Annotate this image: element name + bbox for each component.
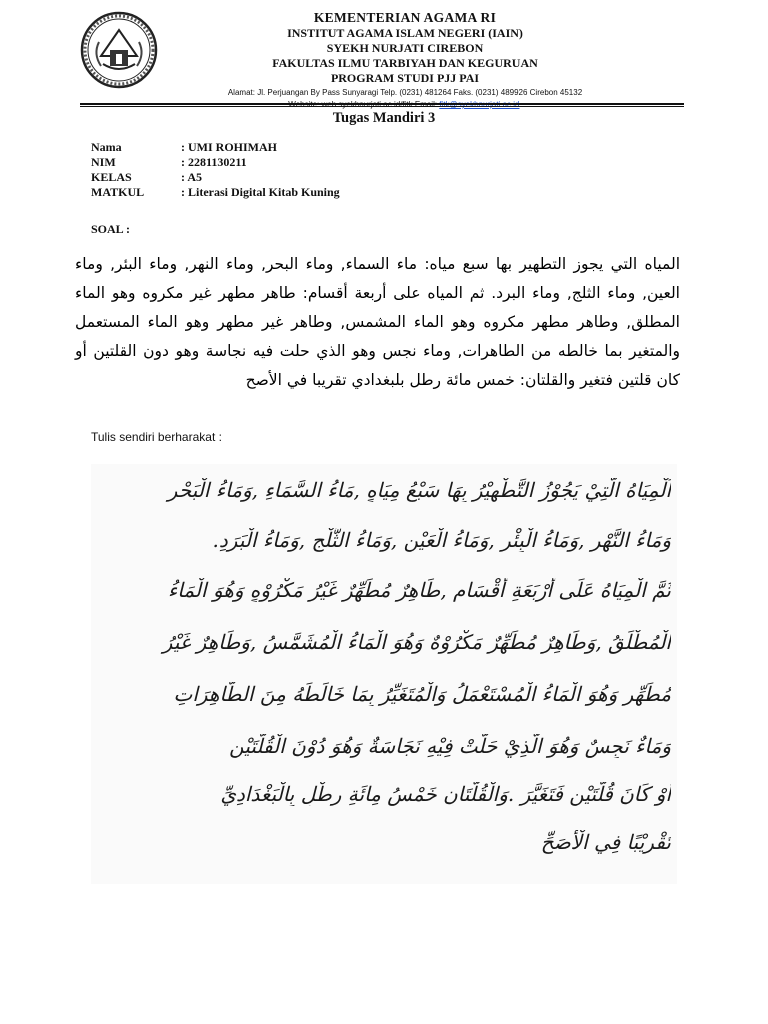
info-value: : A5 (181, 170, 202, 184)
handwriting-line: ثُمَّ الْمِيَاهُ عَلَى أَرْبَعَةِ أَقْسَامٍ ,طَاهِرٌ مُطَهِّرٌ غَيْرُ مَكْرُوْهٍ وَهُوَ الْمَاءُ (167, 578, 671, 602)
info-label: NIM (91, 155, 116, 169)
handwriting-line: أَوْ كَانَ قُلَّتَيْنِ فَتَغَيَّرَ .وَالْقُلَّتَانِ خَمْسُ مِائَةِ رِطْلٍ بِالْبَغْدَادِيِّ (220, 782, 671, 806)
document-title: Tugas Mandiri 3 (332, 110, 436, 126)
student-info (91, 140, 340, 200)
iain-seal-logo (79, 10, 159, 90)
ministry-name: KEMENTERIAN AGAMA RI (313, 10, 497, 25)
info-row-nim (91, 155, 340, 170)
info-row-matkul (91, 185, 340, 200)
handwriting-line: وَمَاءٌ نَجِسٌ وَهُوَ الَّذِيْ حَلَّتْ فِيْهِ نَجَاسَةٌ وَهُوَ دُوْنَ الْقُلَّتَيْنِ (229, 734, 671, 758)
handwriting-line: الْمُطْلَقُ ,وَطَاهِرٌ مُطَهِّرٌ مَكْرُوْهٌ وَهُوَ الْمَاءُ الْمُشَمَّسُ ,وَطَاهِرٌ غَيْرُ (162, 630, 671, 654)
letterhead-divider (80, 103, 684, 105)
address-line: Alamat: Jl. Perjuangan By Pass Sunyaragi Telp. (0231) 481264 Faks. (0231) 489926 Cirebon 45132 (227, 88, 583, 97)
handwriting-line: مُطَهِّرٍ وَهُوَ الْمَاءُ الْمُسْتَعْمَلُ وَالْمُتَغَيِّرُ بِمَا خَالَطَهُ مِنَ الطَّاهِرَاتِ (173, 682, 671, 706)
institute-full-name: SYEKH NURJATI CIREBON (326, 41, 484, 55)
handwriting-line: اَلْمِيَاهُ الَّتِيْ يَجُوْزُ التَّطْهِيْرُ بِهَا سَبْعُ مِيَاهٍ ,مَاءُ السَّمَاءِ ,وَمَاءُ الْبَحْرِ (167, 478, 671, 502)
faculty-name: FAKULTAS ILMU TARBIYAH DAN KEGURUAN (272, 56, 538, 70)
info-label: Nama (91, 140, 122, 154)
info-value: : Literasi Digital Kitab Kuning (181, 185, 340, 199)
info-value: : UMI ROHIMAH (181, 140, 277, 154)
letterhead-divider-thin (80, 106, 684, 107)
institute-name: INSTITUT AGAMA ISLAM NEGERI (IAIN) (287, 26, 523, 40)
info-label: KELAS (91, 170, 132, 184)
soal-arabic-text: المياه التي يجوز التطهير بها سبع مياه: ماء السماء, وماء البحر, وماء النهر, وماء البئر, وماء العين, وماء الثلج, وماء البرد. ثم المياه على أربعة أقسام: طاهر مطهر غير مكروه وهو الماء المطلق, وطاهر مطهر مكروه وهو الماء المشمس, وطاهر غير مطهر وهو الماء المستعمل والمتغير بما خالطه من الطاهرات, وماء نجس وهو الذي حلت فيه نجاسة وهو دون القلتين أو كان قلتين فتغير والقلتان: خمس مائة رطل بلبغدادي تقريبا في الأصح (75, 255, 680, 389)
letterhead (180, 10, 630, 110)
soal-label: SOAL : (91, 222, 131, 236)
info-label: MATKUL (91, 185, 145, 199)
handwriting-line: تَقْرِيْبًا فِي الْأَصَحِّ (540, 830, 671, 854)
handwritten-answer (91, 464, 677, 884)
info-row-kelas (91, 170, 340, 185)
program-name: PROGRAM STUDI PJJ PAI (330, 71, 480, 85)
info-value: : 2281130211 (181, 155, 247, 169)
info-row-nama (91, 140, 340, 155)
handwriting-line: وَمَاءُ النَّهْرِ ,وَمَاءُ الْبِئْرِ ,وَمَاءُ الْعَيْنِ ,وَمَاءُ الثَّلْجِ ,وَمَاءُ الْبَرَدِ. (212, 528, 671, 552)
handwriting-label: Tulis sendiri berharakat : (91, 430, 222, 444)
